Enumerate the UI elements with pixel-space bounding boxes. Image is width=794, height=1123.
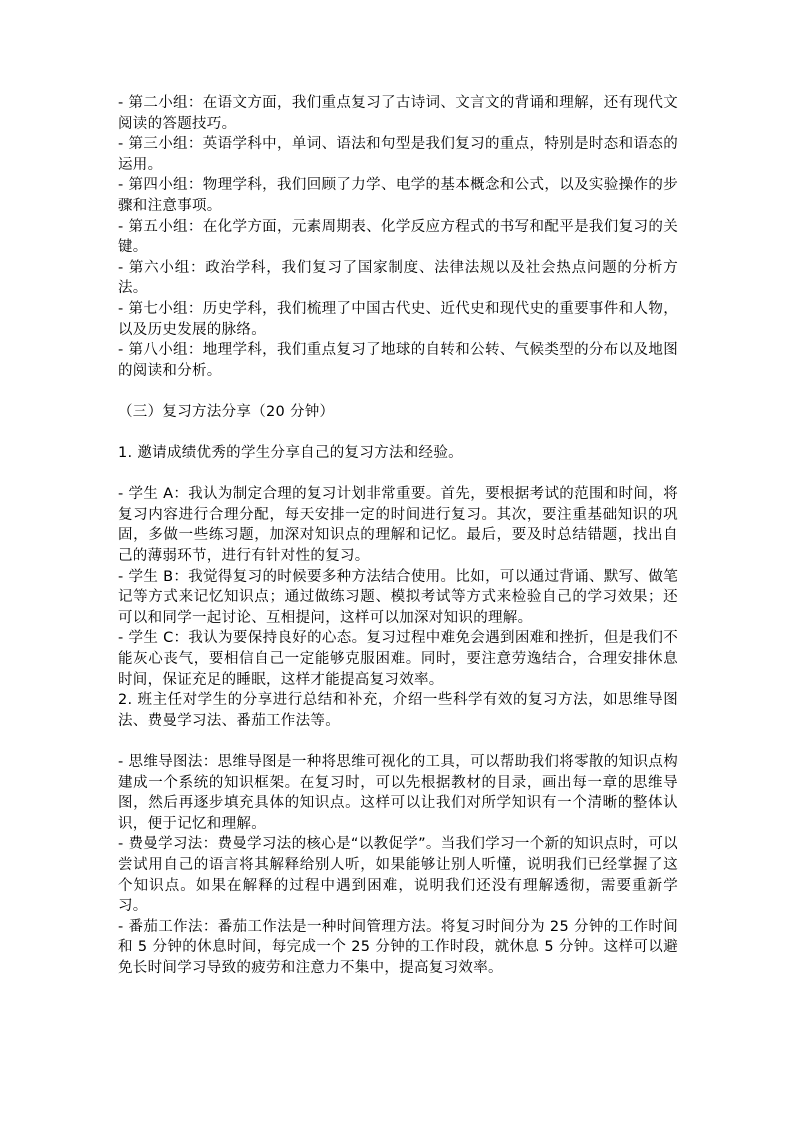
group-review-item-2: - 第二小组：在语文方面，我们重点复习了古诗词、文言文的背诵和理解，还有现代文阅读的答题技巧。 xyxy=(118,95,678,132)
student-c-paragraph: - 学生 C：我认为要保持良好的心态。复习过程中难免会遇到困难和挫折，但是我们不能灰心丧气，要相信自己一定能够克服困难。同时，要注意劳逸结合，合理安排休息时间，保证充足的睡眠，这样才能提高复习效率。 xyxy=(118,630,678,688)
feynman-method: - 费曼学习法：费曼学习法的核心是“以教促学”。当我们学习一个新的知识点时，可以尝试用自己的语言将其解释给别人听，如果能够让别人听懂，说明我们已经掌握了这个知识点。如果在解释的过程中遇到困难，说明我们还没有理解透彻，需要重新学习。 xyxy=(118,836,678,915)
section-heading: （三）复习方法分享（20 分钟） xyxy=(118,403,335,420)
group-review-item-6: - 第六小组：政治学科，我们复习了国家制度、法律法规以及社会热点问题的分析方法。 xyxy=(118,259,678,297)
group-review-item-7: - 第七小组：历史学科，我们梳理了中国古代史、近代史和现代史的重要事件和人物，以及历史发展的脉络。 xyxy=(118,300,678,338)
student-sharing-list xyxy=(118,484,678,690)
numbered-item-2: 2. 班主任对学生的分享进行总结和补充，介绍一些科学有效的复习方法，如思维导图法、费曼学习法、番茄工作法等。 xyxy=(118,692,678,729)
group-review-item-5: - 第五小组：在化学方面，元素周期表、化学反应方程式的书写和配平是我们复习的关键。 xyxy=(118,218,678,256)
group-review-item-3: - 第三小组：英语学科中，单词、语法和句型是我们复习的重点，特别是时态和语态的运用。 xyxy=(118,136,678,173)
student-a-paragraph: - 学生 A：我认为制定合理的复习计划非常重要。首先，要根据考试的范围和时间，将复习内容进行合理分配，每天安排一定的时间进行复习。其次，要注重基础知识的巩固，多做一些练习题，加深对知识点的理解和记忆。最后，要及时总结错题，找出自己的薄弱环节，进行有针对性的复习。 xyxy=(118,486,678,565)
numbered-item-1: 1. 邀请成绩优秀的学生分享自己的复习方法和经验。 xyxy=(118,445,463,462)
blank-line xyxy=(118,731,678,752)
pomodoro-method: - 番茄工作法：番茄工作法是一种时间管理方法。将复习时间分为 25 分钟的工作时间和 5 分钟的休息时间，每完成一个 25 分钟的工作时段，就休息 5 分钟。这样可以避免长时间学习导致的疲劳和注意力不集中，提高复习效率。 xyxy=(118,918,678,976)
blank-line xyxy=(118,381,678,402)
group-review-item-4: - 第四小组：物理学科，我们回顾了力学、电学的基本概念和公式，以及实验操作的步骤和注意事项。 xyxy=(118,177,678,214)
mind-map-method: - 思维导图法：思维导图是一种将思维可视化的工具，可以帮助我们将零散的知识点构建成一个系统的知识框架。在复习时，可以先根据教材的目录，画出每一章的思维导图，然后再逐步填充具体的知识点。这样可以让我们对所学知识有一个清晰的整体认识，便于记忆和理解。 xyxy=(118,754,678,832)
blank-line xyxy=(118,423,678,444)
student-b-paragraph: - 学生 B：我觉得复习的时候要多种方法结合使用。比如，可以通过背诵、默写、做笔记等方式来记忆知识点；通过做练习题、模拟考试等方式来检验自己的学习效果；还可以和同学一起讨论、互相提问，这样可以加深对知识的理解。 xyxy=(118,568,678,626)
method-list xyxy=(118,752,678,979)
document-body xyxy=(118,93,678,979)
group-review-item-8: - 第八小组：地理学科，我们重点复习了地球的自转和公转、气候类型的分布以及地图的阅读和分析。 xyxy=(118,342,678,379)
blank-line xyxy=(118,464,678,485)
group-review-list xyxy=(118,93,678,381)
